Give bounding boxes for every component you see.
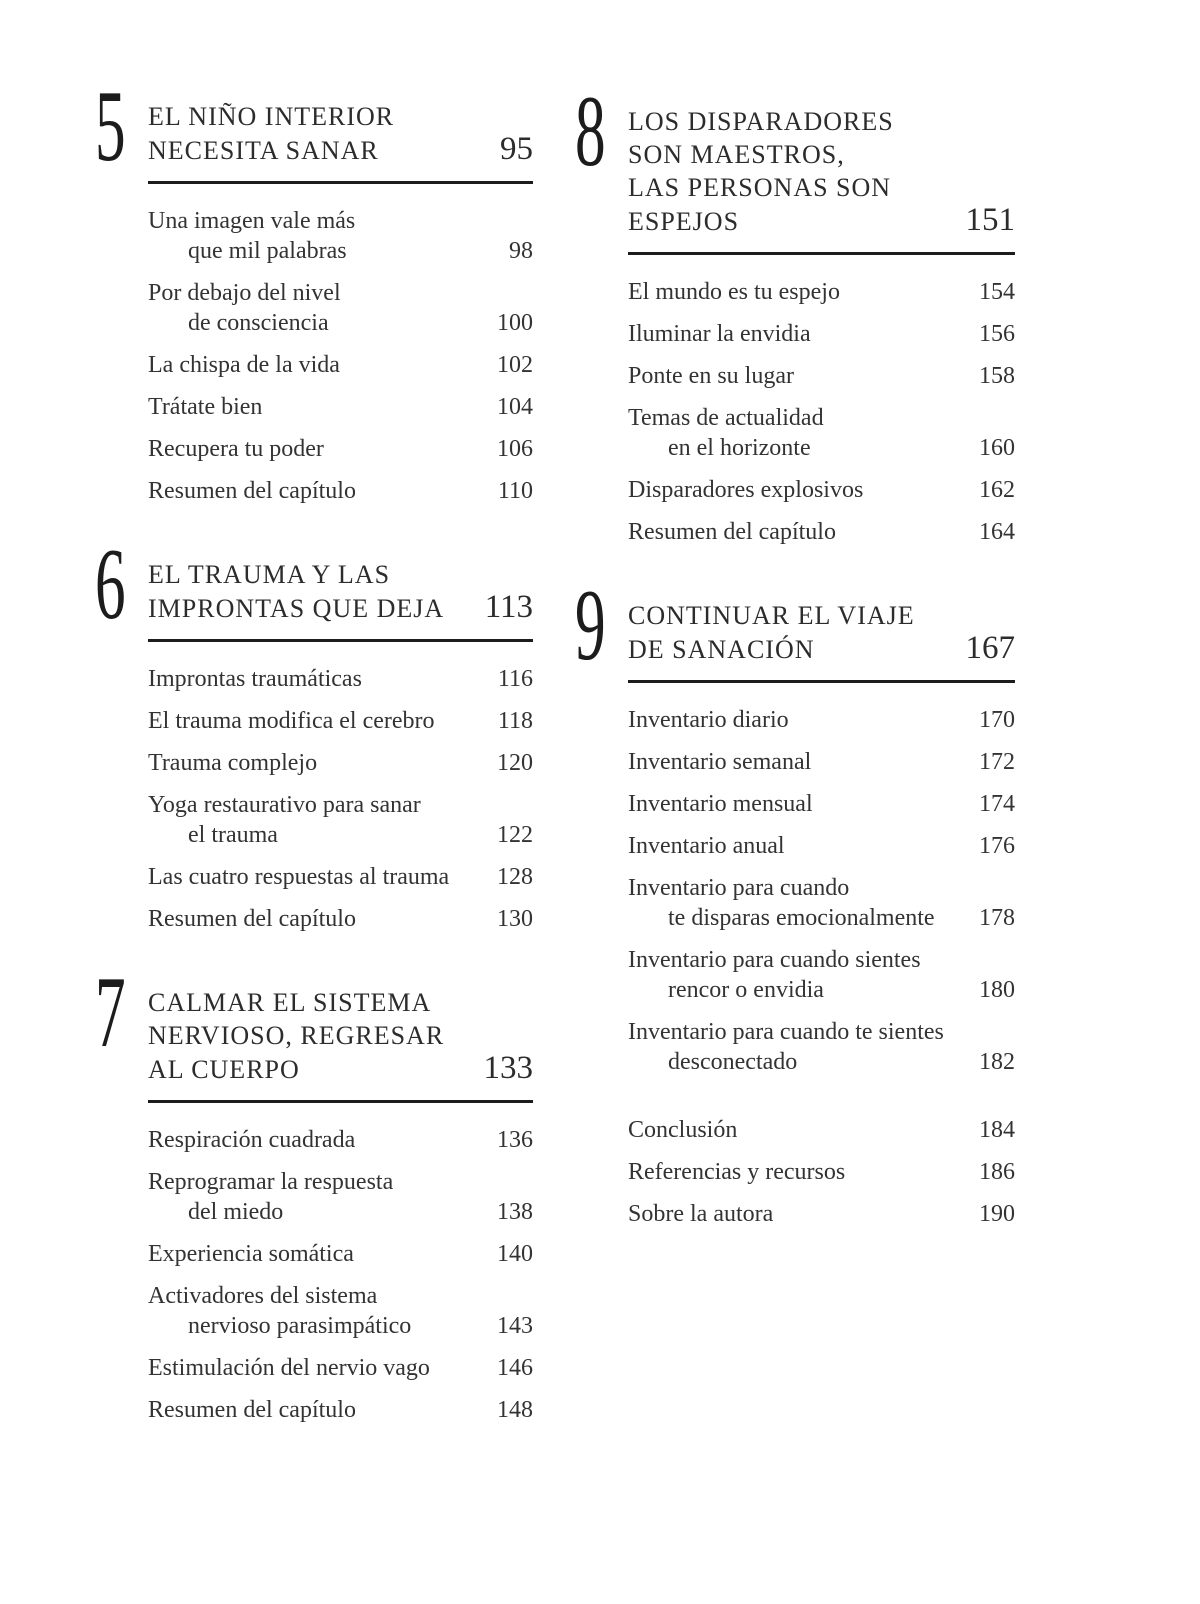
toc-entry — [148, 278, 533, 338]
entry-title-line: Una imagen vale más — [148, 208, 356, 234]
toc-entry — [148, 1281, 533, 1341]
entry-page-number: 172 — [979, 749, 1015, 775]
chapter-title — [628, 599, 1015, 666]
chapter-title-text: ESPEJOS — [628, 207, 740, 236]
entry-page-number: 138 — [497, 1199, 533, 1225]
entry-title — [628, 403, 824, 463]
entry-title — [628, 361, 794, 391]
entry-title-line: Trauma complejo — [148, 750, 318, 776]
chapter-title-text: LAS PERSONAS SON — [628, 173, 892, 202]
entry-title-line: El trauma modifica el cerebro — [148, 708, 435, 734]
toc-entry — [628, 277, 1015, 307]
entry-title — [148, 206, 355, 266]
entry-title-line: Estimulación del nervio vago — [148, 1355, 430, 1381]
entry-page-number: 136 — [497, 1127, 533, 1153]
toc-entry — [148, 1125, 533, 1155]
chapter-title-line — [628, 171, 1015, 204]
chapter-title-text: SON MAESTROS, — [628, 140, 845, 169]
entry-title — [148, 1281, 411, 1341]
entry-title-line: Yoga restaurativo para sanar — [148, 792, 421, 818]
toc-entry — [148, 1353, 533, 1383]
entry-title — [628, 1199, 773, 1229]
entry-title — [148, 790, 421, 850]
entry-title-line: Inventario para cuando — [628, 875, 850, 901]
entry-page-number: 156 — [979, 321, 1015, 347]
chapter-number: 8 — [575, 75, 606, 188]
chapter-number: 7 — [95, 956, 126, 1069]
chapter-entries — [95, 1125, 533, 1425]
entry-page-number: 170 — [979, 707, 1015, 733]
toc-entry — [148, 1395, 533, 1425]
chapter-title-text: NERVIOSO, REGRESAR — [148, 1021, 445, 1050]
chapter-title — [148, 986, 533, 1086]
entry-page-number: 120 — [497, 750, 533, 776]
entry-title-line: que mil palabras — [188, 238, 347, 264]
toc-entry — [148, 476, 533, 506]
toc-entry — [628, 705, 1015, 735]
entry-page-number: 146 — [497, 1355, 533, 1381]
toc-entry — [628, 319, 1015, 349]
entry-title — [628, 517, 836, 547]
entry-page-number: 154 — [979, 279, 1015, 305]
entry-title-line: Respiración cuadrada — [148, 1127, 356, 1153]
toc-entry — [628, 831, 1015, 861]
entry-page-number: 116 — [497, 666, 533, 692]
entry-page-number: 186 — [979, 1159, 1015, 1185]
entry-title — [628, 1115, 737, 1145]
entry-title-line: Referencias y recursos — [628, 1159, 846, 1185]
toc-column-left — [95, 70, 533, 1437]
toc-entry — [148, 392, 533, 422]
toc-column-right — [575, 75, 1015, 1241]
toc-entry — [628, 517, 1015, 547]
chapter-divider — [148, 181, 533, 184]
entry-title — [148, 1239, 354, 1269]
entry-title — [628, 277, 840, 307]
entry-page-number: 104 — [497, 394, 533, 420]
toc-entry — [628, 475, 1015, 505]
chapter-title-line — [148, 591, 533, 625]
chapter-title-line — [148, 100, 533, 133]
chapter-block — [95, 956, 533, 1425]
entry-page-number: 122 — [497, 822, 533, 848]
entry-title — [628, 1157, 845, 1187]
entry-title-line: Inventario anual — [628, 833, 785, 859]
chapter-title-line — [148, 133, 533, 167]
chapter-title-line — [148, 1019, 533, 1052]
entry-title — [148, 748, 317, 778]
chapter-title-text: IMPRONTAS QUE DEJA — [148, 594, 445, 623]
entry-title-line: Inventario para cuando sientes — [628, 947, 921, 973]
entry-title-line: Disparadores explosivos — [628, 477, 864, 503]
entry-title-line: Inventario mensual — [628, 791, 813, 817]
chapter-title — [148, 100, 533, 167]
toc-entry — [628, 789, 1015, 819]
chapter-block — [95, 528, 533, 934]
chapter-page-number: 151 — [965, 202, 1015, 238]
toc-entry — [628, 1115, 1015, 1145]
entry-title — [148, 1395, 356, 1425]
entry-page-number: 160 — [979, 435, 1015, 461]
chapter-number: 6 — [95, 528, 126, 641]
chapter-title-line — [148, 1052, 533, 1086]
chapter-title-line — [628, 599, 1015, 632]
entry-title-line: Temas de actualidad — [628, 405, 824, 431]
chapter-divider — [148, 639, 533, 642]
entry-page-number: 158 — [979, 363, 1015, 389]
chapter-entries — [95, 664, 533, 934]
entry-title — [148, 862, 449, 892]
entry-title — [148, 1353, 430, 1383]
entry-title — [628, 789, 813, 819]
entry-title — [628, 1017, 944, 1077]
entry-title — [148, 1167, 393, 1227]
entry-title — [148, 706, 435, 736]
toc-entry — [148, 664, 533, 694]
entry-page-number: 106 — [497, 436, 533, 462]
entry-title — [148, 278, 341, 338]
entry-page-number: 162 — [979, 477, 1015, 503]
toc-entry — [628, 361, 1015, 391]
chapter-header — [95, 70, 533, 183]
entry-page-number: 190 — [979, 1201, 1015, 1227]
chapter-title-text: EL NIÑO INTERIOR — [148, 102, 395, 131]
chapter-number: 5 — [95, 70, 126, 183]
entry-title — [628, 475, 863, 505]
chapter-divider — [628, 252, 1015, 255]
toc-entry — [628, 945, 1015, 1005]
chapter-title-text: CONTINUAR EL VIAJE — [628, 601, 915, 630]
entry-title-line: de consciencia — [188, 310, 329, 336]
entry-page-number: 148 — [497, 1397, 533, 1423]
entry-page-number: 178 — [979, 905, 1015, 931]
entry-page-number: 130 — [497, 906, 533, 932]
chapter-title-line — [148, 986, 533, 1019]
entry-title-line: Por debajo del nivel — [148, 280, 341, 306]
entry-title-line: El mundo es tu espejo — [628, 279, 840, 305]
entry-title-line: Improntas traumáticas — [148, 666, 362, 692]
entry-title-line: Trátate bien — [148, 394, 263, 420]
entry-title-line: Sobre la autora — [628, 1201, 774, 1227]
toc-entry — [148, 434, 533, 464]
entry-title-line: Resumen del capítulo — [148, 1397, 356, 1423]
toc-entry — [628, 1157, 1015, 1187]
entry-title-line: Inventario semanal — [628, 749, 812, 775]
toc-entry — [628, 1017, 1015, 1077]
chapter-title-line — [628, 138, 1015, 171]
toc-entry — [628, 1199, 1015, 1229]
toc-entry — [148, 350, 533, 380]
chapter-page-number: 167 — [965, 630, 1015, 666]
entry-title-line: te disparas emocionalmente — [668, 905, 935, 931]
entry-title — [628, 747, 811, 777]
entry-page-number: 118 — [497, 708, 533, 734]
toc-entry — [628, 747, 1015, 777]
chapter-title-text: NECESITA SANAR — [148, 136, 379, 165]
entry-title-line: Reprogramar la respuesta — [148, 1169, 394, 1195]
toc-entry — [148, 748, 533, 778]
toc-entry — [148, 904, 533, 934]
entry-title-line: Inventario para cuando te sientes — [628, 1019, 944, 1045]
toc-entry — [148, 1167, 533, 1227]
entry-page-number: 128 — [497, 864, 533, 890]
chapter-title-text: DE SANACIÓN — [628, 635, 815, 664]
chapter-entries — [575, 277, 1015, 547]
chapter-title-line — [628, 105, 1015, 138]
chapter-header — [95, 956, 533, 1086]
entry-title — [628, 831, 785, 861]
entry-page-number: 174 — [979, 791, 1015, 817]
entry-title-line: Activadores del sistema — [148, 1283, 378, 1309]
chapter-title-text: CALMAR EL SISTEMA — [148, 988, 432, 1017]
chapter-title-text: LOS DISPARADORES — [628, 107, 894, 136]
chapter-number: 9 — [575, 569, 606, 682]
entry-page-number: 98 — [509, 238, 533, 264]
toc-entry — [628, 403, 1015, 463]
entry-title-line: Resumen del capítulo — [148, 478, 356, 504]
entry-page-number: 182 — [979, 1049, 1015, 1075]
entry-title — [148, 392, 262, 422]
chapter-title — [628, 105, 1015, 238]
entry-page-number: 102 — [497, 352, 533, 378]
backmatter-section — [575, 1115, 1015, 1229]
toc-entry — [148, 862, 533, 892]
entry-page-number: 176 — [979, 833, 1015, 859]
entry-title-line: Experiencia somática — [148, 1241, 354, 1267]
entry-title-line: Iluminar la envidia — [628, 321, 811, 347]
toc-entry — [148, 206, 533, 266]
entry-title-line: Conclusión — [628, 1117, 738, 1143]
entry-page-number: 164 — [979, 519, 1015, 545]
chapter-header — [575, 75, 1015, 238]
toc-entry — [148, 706, 533, 736]
entry-title-line: rencor o envidia — [668, 977, 824, 1003]
toc-entry — [148, 1239, 533, 1269]
entry-title-line: Ponte en su lugar — [628, 363, 794, 389]
entry-page-number: 180 — [979, 977, 1015, 1003]
entry-title-line: Resumen del capítulo — [628, 519, 836, 545]
chapter-title-text: AL CUERPO — [148, 1055, 300, 1084]
entry-title-line: del miedo — [188, 1199, 284, 1225]
entry-title-line: Recupera tu poder — [148, 436, 324, 462]
entry-title-line: Resumen del capítulo — [148, 906, 356, 932]
chapter-block — [95, 70, 533, 506]
chapter-title-line — [148, 558, 533, 591]
entry-title — [628, 319, 811, 349]
entry-title — [148, 350, 340, 380]
entry-page-number: 184 — [979, 1117, 1015, 1143]
chapter-title-line — [628, 204, 1015, 238]
chapter-divider — [148, 1100, 533, 1103]
chapter-title — [148, 558, 533, 625]
entry-title-line: desconectado — [668, 1049, 798, 1075]
chapter-title-text: EL TRAUMA Y LAS — [148, 560, 391, 589]
toc-entry — [148, 790, 533, 850]
entry-page-number: 143 — [497, 1313, 533, 1339]
entry-title — [148, 434, 324, 464]
entry-title — [148, 476, 356, 506]
entry-title — [148, 904, 356, 934]
chapter-page-number: 95 — [500, 131, 533, 167]
entry-title-line: Inventario diario — [628, 707, 789, 733]
entry-title-line: nervioso parasimpático — [188, 1313, 412, 1339]
chapter-page-number: 113 — [484, 589, 533, 625]
chapter-entries — [95, 206, 533, 506]
entry-title — [148, 664, 362, 694]
chapter-divider — [628, 680, 1015, 683]
entry-title-line: La chispa de la vida — [148, 352, 340, 378]
chapter-header — [95, 528, 533, 641]
chapter-entries — [575, 705, 1015, 1077]
chapter-header — [575, 569, 1015, 682]
entry-page-number: 140 — [497, 1241, 533, 1267]
entry-page-number: 100 — [497, 310, 533, 336]
entry-title-line: Las cuatro respuestas al trauma — [148, 864, 450, 890]
chapter-block — [575, 75, 1015, 547]
entry-title — [628, 705, 789, 735]
entry-page-number: 110 — [497, 478, 533, 504]
entry-title — [628, 945, 921, 1005]
chapter-block — [575, 569, 1015, 1077]
entry-title-line: el trauma — [188, 822, 278, 848]
toc-entry — [628, 873, 1015, 933]
entry-title — [148, 1125, 355, 1155]
entry-title — [628, 873, 935, 933]
entry-title-line: en el horizonte — [668, 435, 811, 461]
chapter-page-number: 133 — [483, 1050, 533, 1086]
chapter-title-line — [628, 632, 1015, 666]
